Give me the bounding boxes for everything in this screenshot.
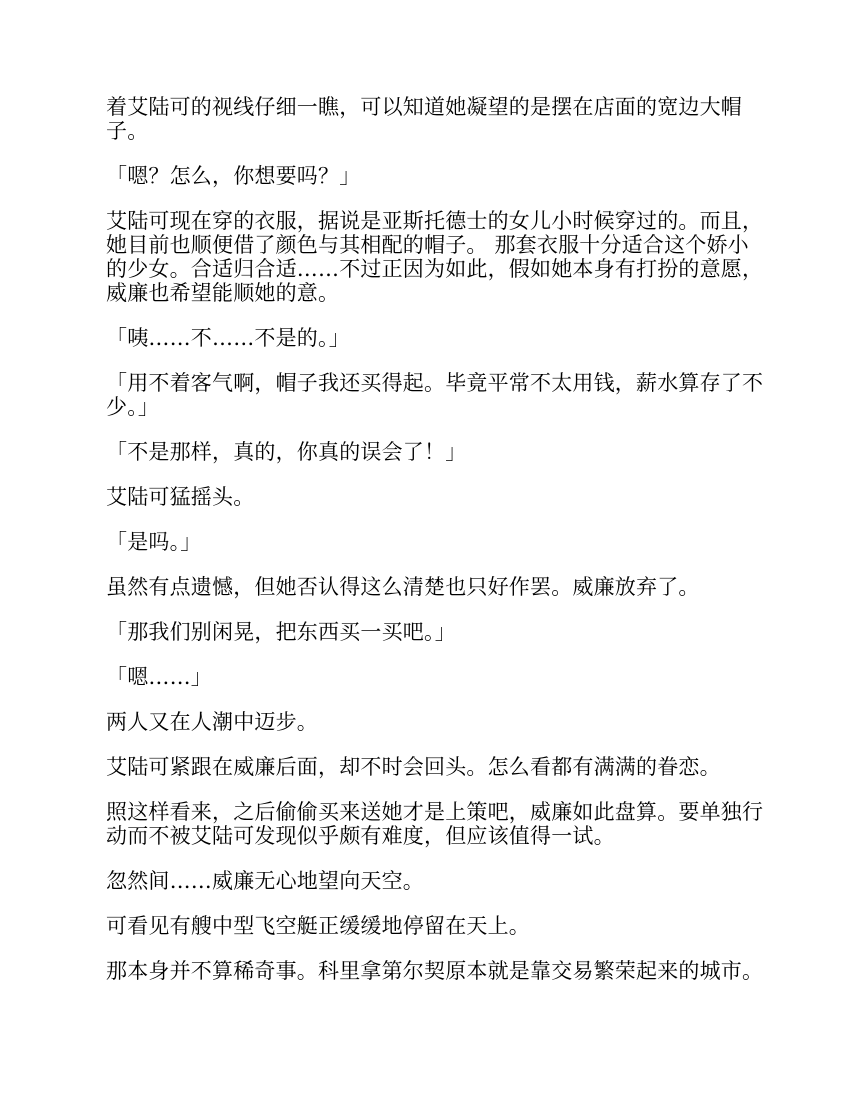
paragraph: 「嗯？怎么，你想要吗？」 [106, 164, 361, 188]
paragraph: 「用不着客气啊，帽子我还买得起。毕竟平常不太用钱，薪水算存了不少。」 [106, 371, 764, 419]
paragraph: 两人又在人潮中迈步。 [106, 710, 318, 734]
paragraph: 「是吗。」 [106, 530, 202, 554]
paragraph: 可看见有艘中型飞空艇正缓缓地停留在天上。 [106, 914, 530, 938]
paragraph: 「嗯……」 [106, 665, 212, 689]
paragraph: 照这样看来，之后偷偷买来送她才是上策吧，威廉如此盘算。要单独行动而不被艾陆可发现似乎颇有难度，但应该值得一试。 [106, 800, 764, 848]
paragraph: 「咦……不……不是的。」 [106, 326, 350, 350]
paragraph: 「不是那样，真的，你真的误会了！」 [106, 440, 467, 464]
paragraph: 艾陆可猛摇头。 [106, 485, 255, 509]
paragraph: 虽然有点遗憾，但她否认得这么清楚也只好作罢。威廉放弃了。 [106, 575, 700, 599]
paragraph: 忽然间……威廉无心地望向天空。 [106, 869, 424, 893]
paragraph: 艾陆可现在穿的衣服，据说是亚斯托德士的女儿小时候穿过的。而且，她目前也顺便借了颜色与其相配的帽子。 那套衣服十分适合这个娇小的少女。合适归合适……不过正因为如此，假如她本身有打扮的意愿，威廉也希望能顺她的意。 [106, 209, 764, 305]
paragraph: 那本身并不算稀奇事。科里拿第尔契原本就是靠交易繁荣起来的城市。 [106, 959, 764, 983]
paragraph: 「那我们别闲晃，把东西买一买吧。」 [106, 620, 456, 644]
paragraph: 艾陆可紧跟在威廉后面，却不时会回头。怎么看都有满满的眷恋。 [106, 755, 721, 779]
document-body [106, 95, 766, 1004]
paragraph: 着艾陆可的视线仔细一瞧，可以知道她凝望的是摆在店面的宽边大帽子。 [106, 95, 742, 143]
